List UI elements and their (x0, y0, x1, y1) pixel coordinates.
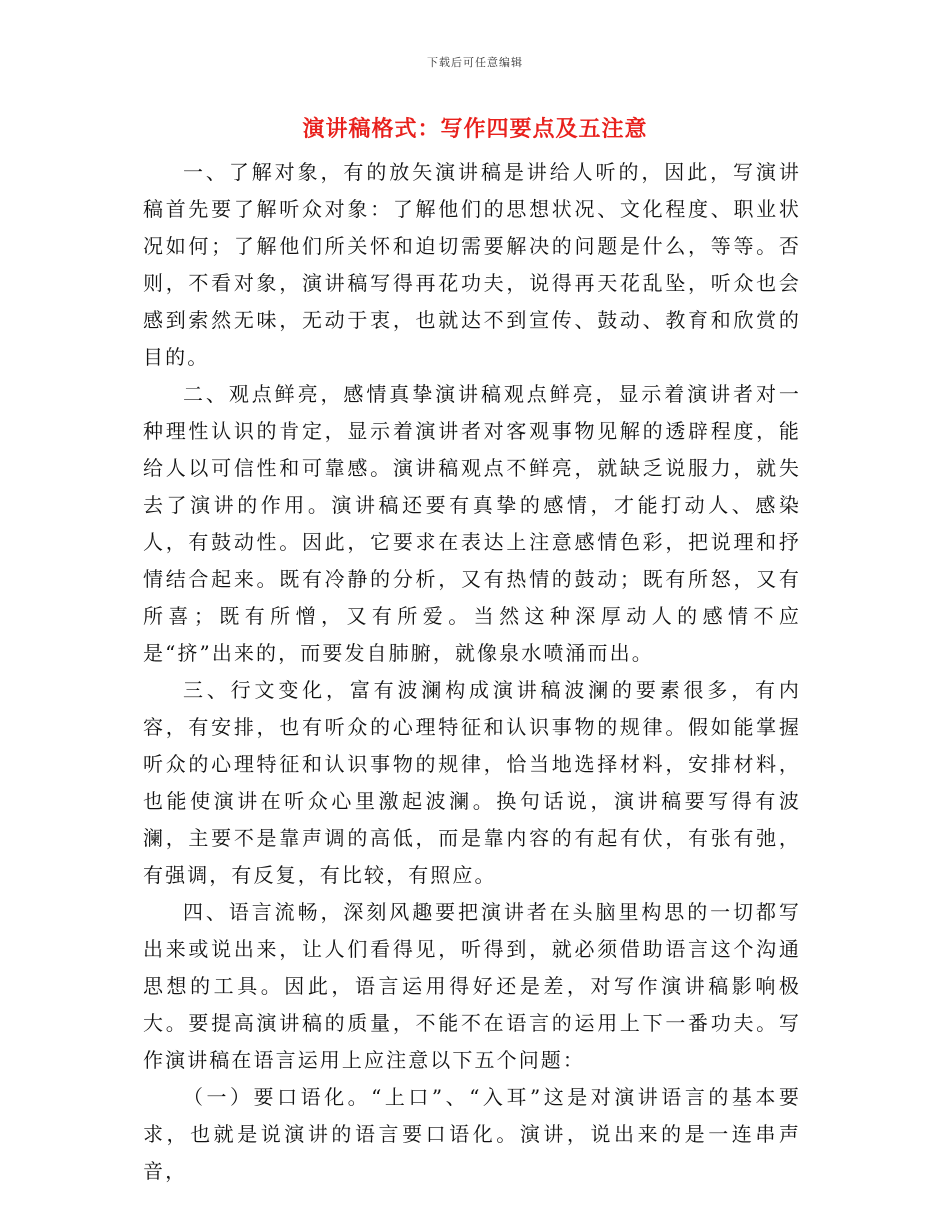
paragraph-5: （一）要口语化。“上口”、“入耳”这是对演讲语言的基本要求，也就是说演讲的语言要口语化。演讲，说出来的是一连串声音， (143, 1085, 801, 1183)
document-title: 演讲稿格式：写作四要点及五注意 (302, 117, 648, 142)
paragraph-3: 三、行文变化，富有波澜构成演讲稿波澜的要素很多，有内容，有安排，也有听众的心理特征和认识事物的规律。假如能掌握听众的心理特征和认识事物的规律，恰当地选择材料，安排材料，也能使演讲在听众心里激起波澜。换句话说，演讲稿要写得有波澜，主要不是靠声调的高低，而是靠内容的有起有伏，有张有弛，有强调，有反复，有比较，有照应。 (143, 678, 801, 887)
paragraph-1: 一、了解对象，有的放矢演讲稿是讲给人听的，因此，写演讲稿首先要了解听众对象：了解他们的思想状况、文化程度、职业状况如何；了解他们所关怀和迫切需要解决的问题是什么，等等。否则，不看对象，演讲稿写得再花功夫，说得再天花乱坠，听众也会感到索然无味，无动于衷，也就达不到宣传、鼓动、教育和欣赏的目的。 (143, 160, 801, 369)
paragraph-2: 二、观点鲜亮，感情真挚演讲稿观点鲜亮，显示着演讲者对一种理性认识的肯定，显示着演讲者对客观事物见解的透辟程度，能给人以可信性和可靠感。演讲稿观点不鲜亮，就缺乏说服力，就失去了演讲的作用。演讲稿还要有真挚的感情，才能打动人、感染人，有鼓动性。因此，它要求在表达上注意感情色彩，把说理和抒情结合起来。既有冷静的分析，又有热情的鼓动；既有所怒，又有所喜；既有所憎，又有所爱。当然这种深厚动人的感情不应是“挤”出来的，而要发自肺腑，就像泉水喷涌而出。 (143, 382, 801, 665)
header-note: 下载后可任意编辑 (427, 56, 523, 69)
document-body (143, 154, 801, 1190)
paragraph-4: 四、语言流畅，深刻风趣要把演讲者在头脑里构思的一切都写出来或说出来，让人们看得见，听得到，就必须借助语言这个沟通思想的工具。因此，语言运用得好还是差，对写作演讲稿影响极大。要提高演讲稿的质量，不能不在语言的运用上下一番功夫。写作演讲稿在语言运用上应注意以下五个问题： (143, 900, 801, 1072)
